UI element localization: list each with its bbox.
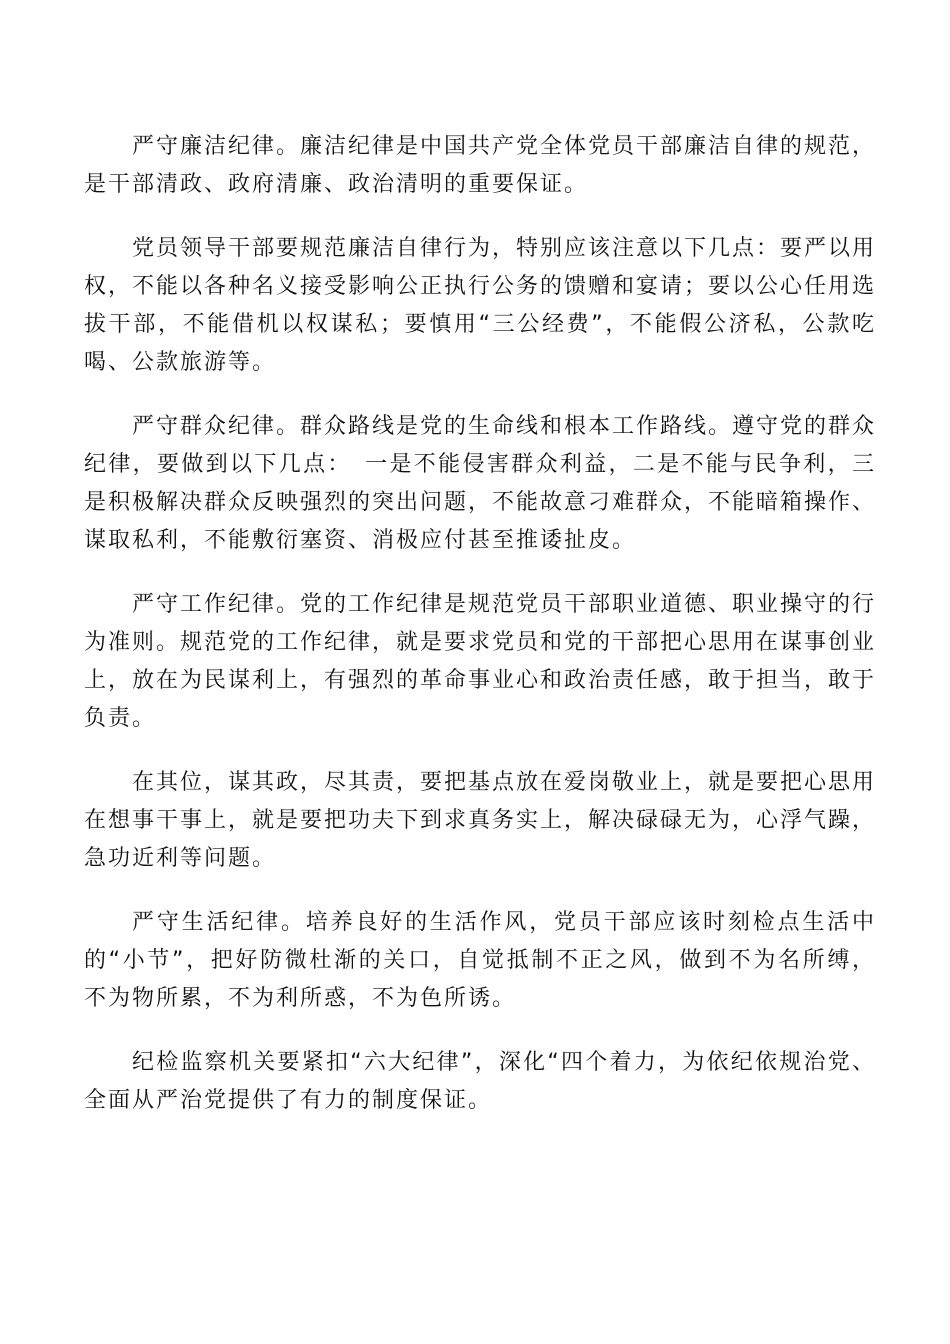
paragraph-leader-self-discipline: 党员领导干部要规范廉洁自律行为，特别应该注意以下几点：要严以用权，不能以各种名义接受影响公正执行公务的馈赠和宴请；要以公心任用选拔干部，不能借机以权谋私；要慎用“三公经费”，不能假公济私，公款吃喝、公款旅游等。: [84, 236, 877, 375]
document-body: [84, 128, 876, 1146]
paragraph-life-discipline: 严守生活纪律。培养良好的生活作风，党员干部应该时刻检点生活中的“小节”，把好防微杜渐的关口，自觉抵制不正之风，做到不为名所缚，不为物所累，不为利所惑，不为色所诱。: [84, 910, 876, 1011]
paragraph-mass-discipline: 严守群众纪律。群众路线是党的生命线和根本工作路线。遵守党的群众纪律，要做到以下几点： 一是不能侵害群众利益，二是不能与民争利，三是积极解决群众反映强烈的突出问题，不能故意刁难群众，不能暗箱操作、谋取私利，不能敷衍塞资、消极应付甚至推诿扯皮。: [84, 414, 877, 553]
paragraph-inspection-organs: 纪检监察机关要紧扣“六大纪律”，深化“四个着力，为依纪依规治党、全面从严治党提供了有力的制度保证。: [84, 1050, 876, 1113]
paragraph-duty-position: 在其位，谋其政，尽其责，要把基点放在爱岗敬业上，就是要把心思用在想事干事上，就是要把功夫下到求真务实上，解决碌碌无为，心浮气躁，急功近利等问题。: [84, 770, 877, 871]
paragraph-integrity-discipline: 严守廉洁纪律。廉洁纪律是中国共产党全体党员干部廉洁自律的规范，是干部清政、政府清廉、政治清明的重要保证。: [84, 134, 877, 197]
paragraph-work-discipline: 严守工作纪律。党的工作纪律是规范党员干部职业道德、职业操守的行为准则。规范党的工作纪律，就是要求党员和党的干部把心思用在谋事创业上，放在为民谋利上，有强烈的革命事业心和政治责任感，敢于担当，敢于负责。: [84, 592, 877, 731]
